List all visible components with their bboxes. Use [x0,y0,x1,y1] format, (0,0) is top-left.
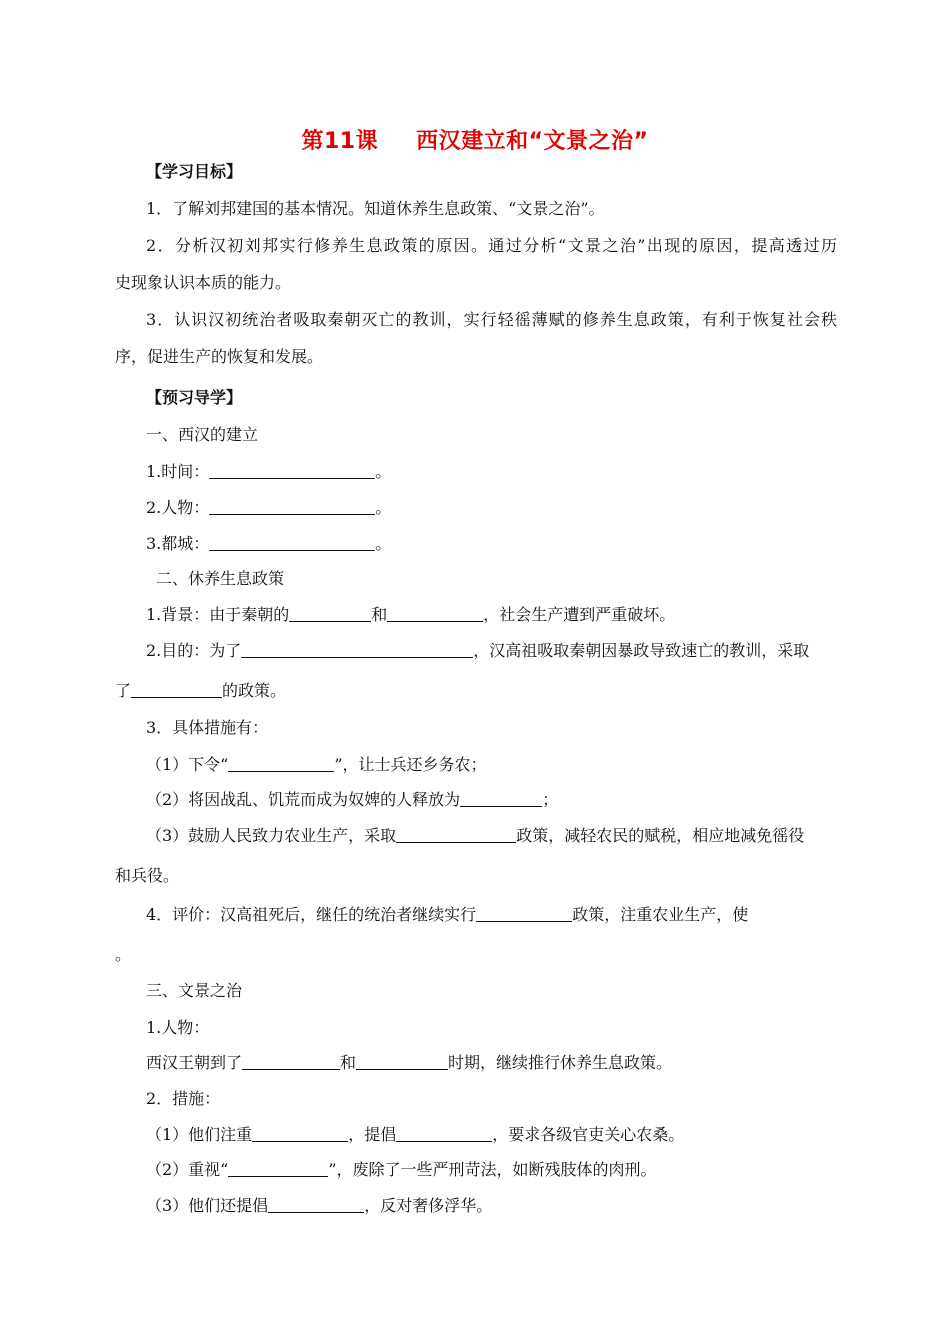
answer-blank[interactable] [131,681,222,698]
question-rulers: 西汉王朝到了 和 时期，继续推行休养生息政策。 [146,1053,673,1072]
objective-item: 3．认识汉初统治者吸取秦朝灭亡的教训，实行轻徭薄赋的修养生息政策，有利于恢复社会秩 [146,310,837,329]
page-title [0,124,950,155]
answer-blank[interactable] [228,755,334,772]
answer-blank[interactable] [396,1125,492,1142]
measures-heading: 2．措施： [146,1089,221,1108]
measure-item-cont: 和兵役。 [115,866,180,885]
answer-blank[interactable] [460,790,542,807]
answer-blank[interactable] [209,534,375,551]
lesson-number: 第11课 [301,129,379,154]
answer-blank[interactable] [356,1053,448,1070]
measure-item: （1）下令“ ”，让士兵还乡务农； [146,755,487,774]
answer-blank[interactable] [476,905,572,922]
question-background: 1.背景：由于秦朝的 和 ，社会生产遭到严重破坏。 [146,605,676,624]
answer-blank[interactable] [209,462,375,479]
answer-blank[interactable] [387,605,483,622]
question-capital: 3.都城： 。 [146,534,392,553]
answer-blank[interactable] [396,826,516,843]
question-aim-cont: 了 的政策。 [115,681,287,700]
lesson-name: 西汉建立和“文景之治” [416,129,649,154]
answer-blank[interactable] [252,1125,348,1142]
question-time: 1.时间： 。 [146,462,392,481]
preview-heading: 【预习导学】 [146,388,243,407]
objective-item: 1．了解刘邦建国的基本情况。知道休养生息政策、“文景之治”。 [146,199,605,218]
measure-item: （3）他们还提倡 ，反对奢侈浮华。 [146,1196,493,1215]
section-title: 三、文景之治 [146,981,243,1000]
question-evaluation-cont: 。 [115,945,132,964]
section-title: 一、西汉的建立 [146,425,259,444]
measures-heading: 3．具体措施有： [146,718,269,737]
question-evaluation: 4．评价：汉高祖死后，继任的统治者继续实行 政策，注重农业生产，使 [146,905,749,924]
objectives-heading: 【学习目标】 [146,162,243,181]
objective-item: 2．分析汉初刘邦实行修养生息政策的原因。通过分析“文景之治”出现的原因，提高透过历 [146,236,837,255]
answer-blank[interactable] [209,498,375,515]
answer-blank[interactable] [228,1160,328,1177]
measure-item: （1）他们注重 ，提倡 ，要求各级官吏关心农桑。 [146,1125,685,1144]
objective-item: 序，促进生产的恢复和发展。 [115,347,324,366]
answer-blank[interactable] [268,1196,364,1213]
measure-item: （2）重视“ ”，废除了一些严刑苛法，如断残肢体的肉刑。 [146,1160,657,1179]
objective-item: 史现象认识本质的能力。 [115,273,292,292]
question-person: 1.人物： [146,1018,210,1037]
question-aim: 2.目的：为了 ，汉高祖吸取秦朝因暴政导致速亡的教训，采取 [146,641,810,660]
answer-blank[interactable] [289,605,371,622]
section-title: 二、休养生息政策 [156,569,285,588]
measure-item: （3）鼓励人民致力农业生产，采取 政策，减轻农民的赋税，相应地减免徭役 [146,826,805,845]
answer-blank[interactable] [241,641,473,658]
question-person: 2.人物： 。 [146,498,392,517]
measure-item: （2）将因战乱、饥荒而成为奴婢的人释放为 ； [146,790,559,809]
answer-blank[interactable] [242,1053,340,1070]
